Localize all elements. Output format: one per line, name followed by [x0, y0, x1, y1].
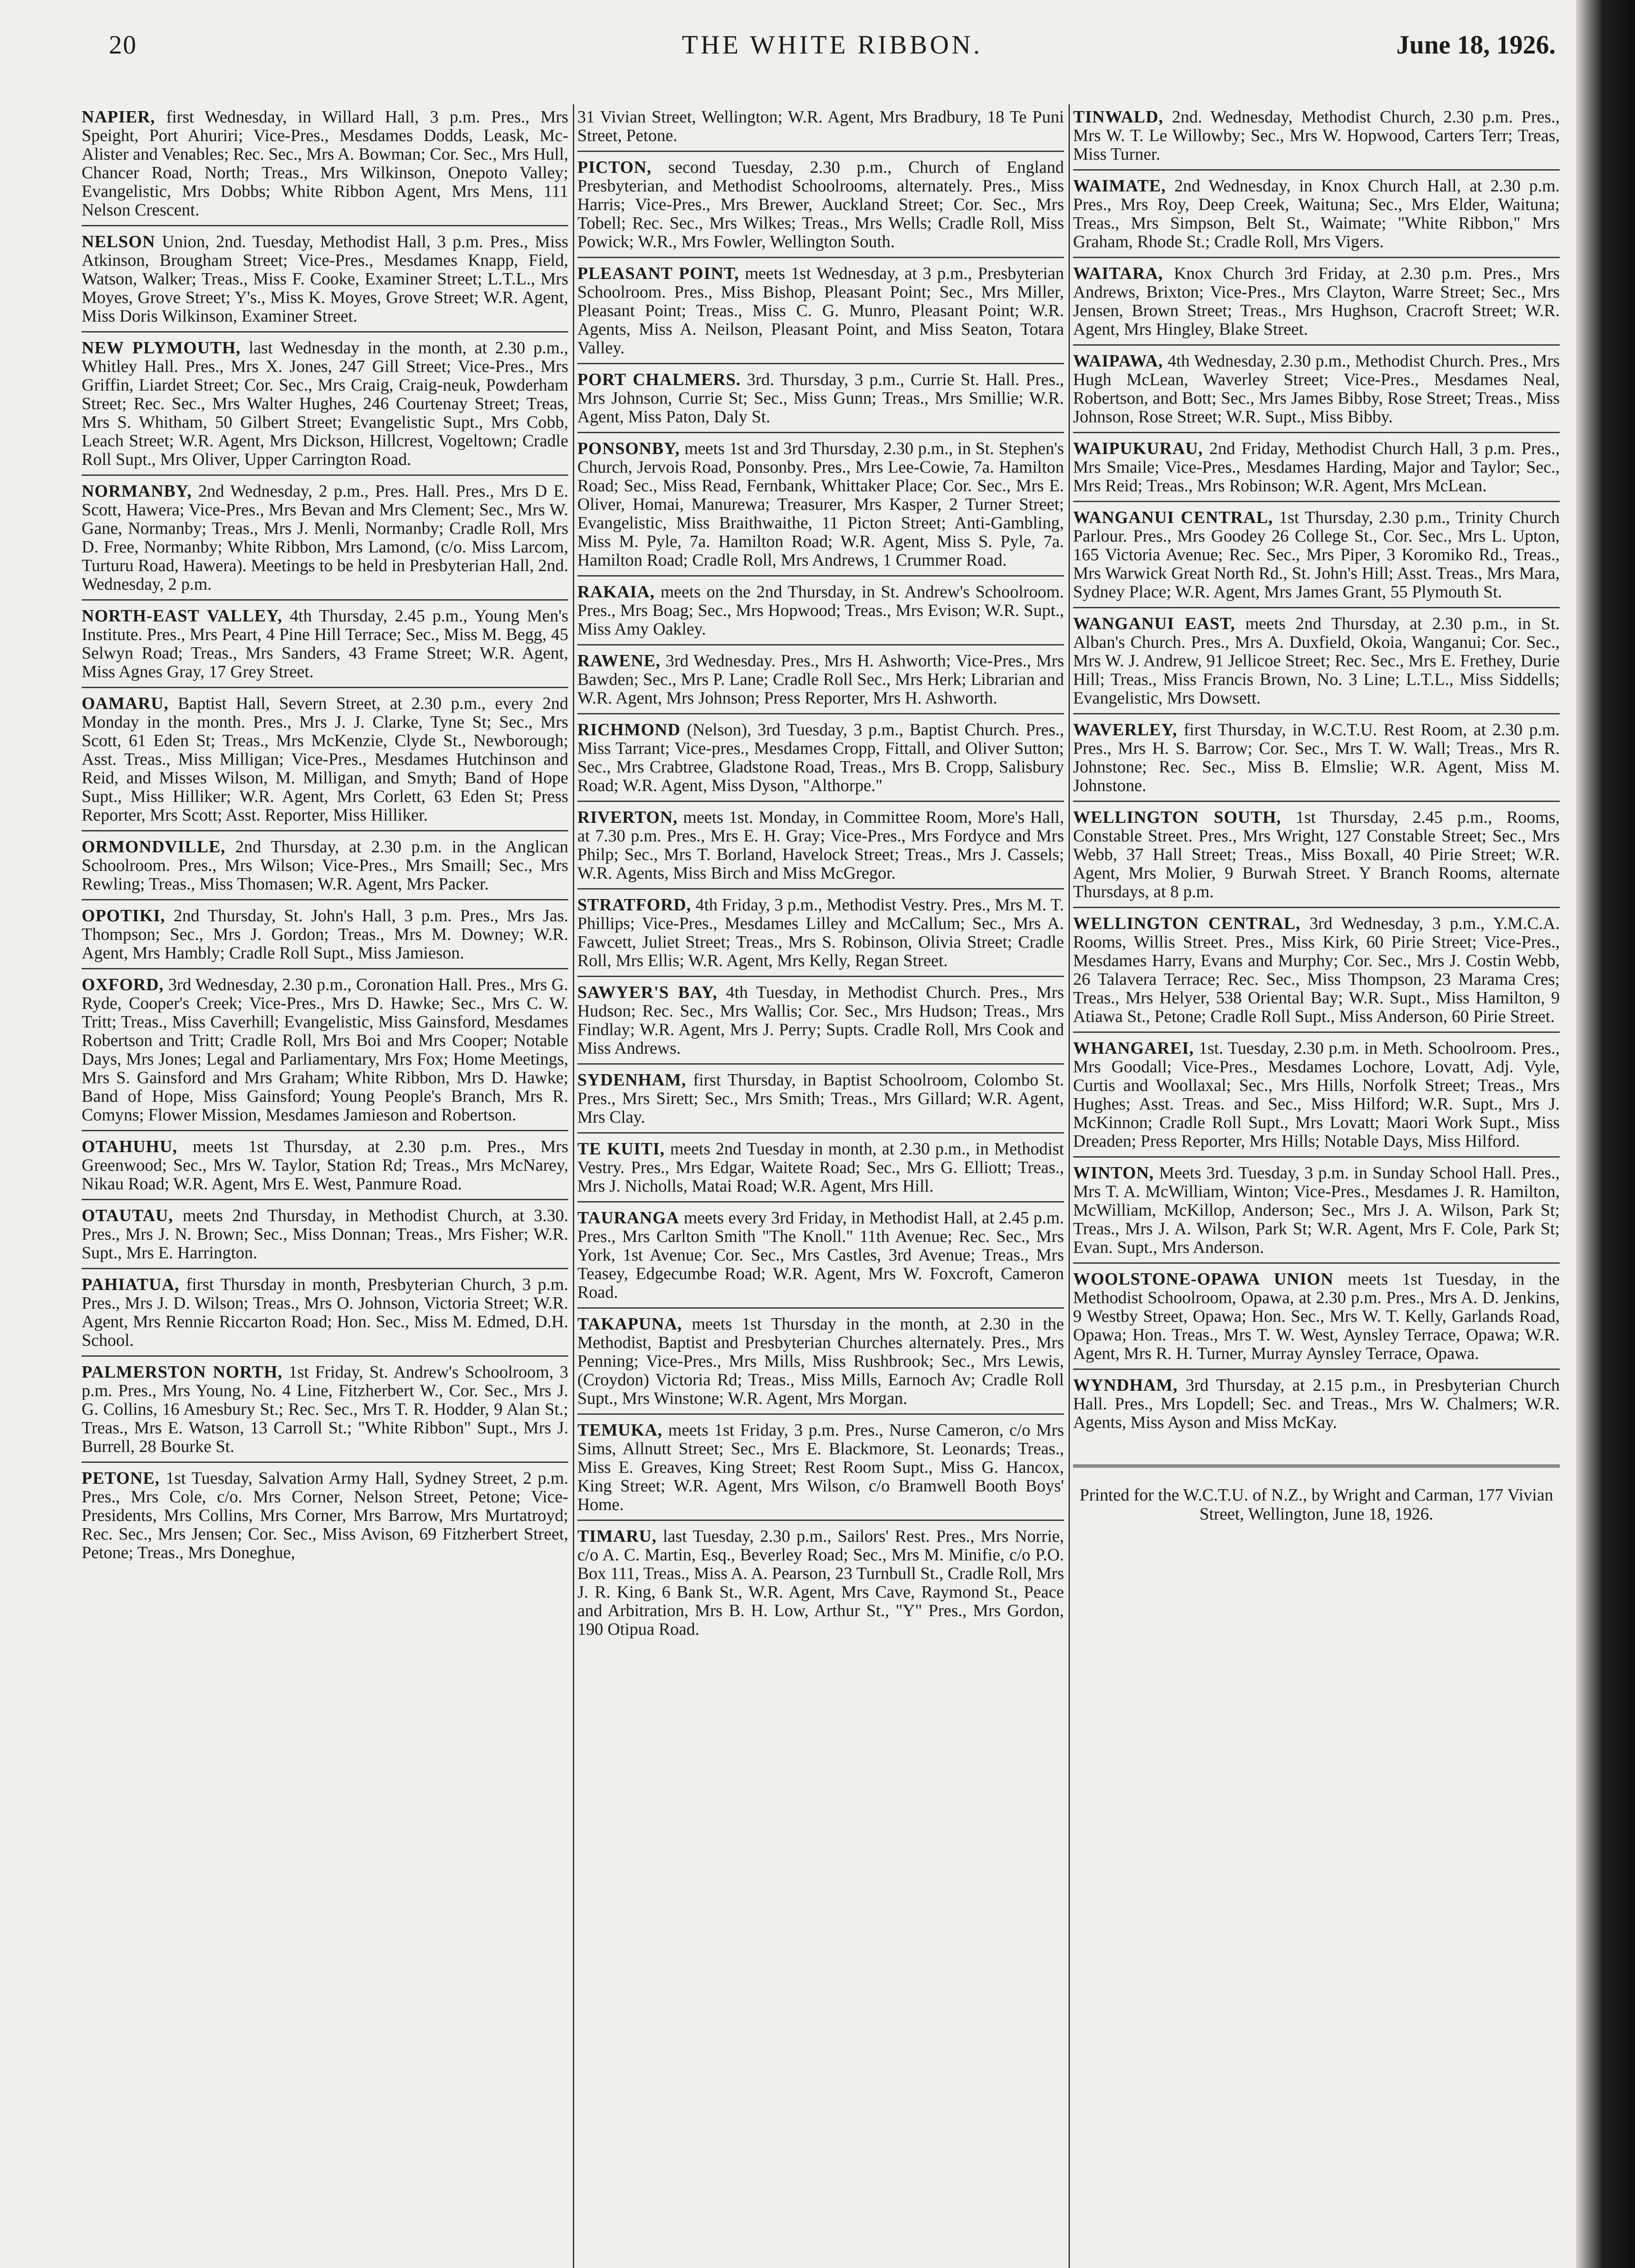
branch-entry	[1073, 1036, 1560, 1158]
branch-name: PALMERSTON NORTH,	[82, 1363, 283, 1382]
branch-details: first Thursday in month, Presbyterian Church, 3 p.m. Pres., Mrs J. D. Wilson; Treas., Mrs O. Johnson, Victoria Street; W.R. Agent, Mrs Rennie Riccarton Road; Hon. Sec., Miss M. Edmed, D.H. School.	[82, 1275, 568, 1350]
branch-name: WOOLSTONE-OPAWA UNION	[1073, 1270, 1334, 1289]
page-number: 20	[109, 30, 137, 59]
branch-entry	[82, 603, 568, 688]
branch-name: PAHIATUA,	[82, 1275, 180, 1294]
branch-entry	[82, 972, 568, 1131]
page-header	[109, 25, 1556, 75]
branch-details: second Tuesday, 2.30 p.m., Church of England Presbyterian, and Methodist Schoolrooms, alternately. Pres., Miss Harris; Vice-Pres., Mrs Brewer, Auckland Street; Cor. Sec., Mrs Tobell; Rec. Sec., Mrs Wilkes; Treas., Mrs Wells; Cradle Roll, Miss Powick; W.R., Mrs Fowler, Wellington South.	[577, 158, 1064, 251]
branch-details: 3rd Wednesday. Pres., Mrs H. Ashworth; Vice-Pres., Mrs Bawden; Sec., Mrs P. Lane; Cradle Roll Sec., Mrs Herk; Librarian and W.R. Agent, Mrs Johnson; Press Reporter, Mrs H. Ashworth.	[577, 651, 1064, 708]
branch-entry	[82, 229, 568, 332]
branch-name: OPOTIKI,	[82, 906, 166, 925]
branch-name: OXFORD,	[82, 975, 164, 994]
branch-name: ORMONDVILLE,	[82, 837, 226, 856]
branch-entry	[82, 335, 568, 476]
branch-entry	[82, 903, 568, 969]
branch-details: 1st Tuesday, Salvation Army Hall, Sydney Street, 2 p.m. Pres., Mrs Cole, c/o. Mrs Corner, Nelson Street, Petone; Vice-Presidents, Mrs Collins, Mrs Corner, Mrs Barrow, Mrs Murtatroyd; Rec. Sec., Mrs Jensen; Cor. Sec., Miss Avison, 69 Fitzherbert Street, Petone; Treas., Mrs Doneghue,	[82, 1469, 568, 1562]
branch-name: WANGANUI CENTRAL,	[1073, 508, 1273, 527]
branch-entry	[82, 1203, 568, 1269]
branch-name: WYNDHAM,	[1073, 1376, 1178, 1395]
branch-details: meets 1st and 3rd Thursday, 2.30 p.m., in St. Stephen's Church, Jervois Road, Ponsonby. Pres., Mrs Lee-Cowie, 7a. Hamilton Road; Sec., Miss Read, Fernbank, Whittaker Place; Cor. Sec., Mrs E. Oliver, Homai, Manurewa; Treasurer, Mrs Kasper, 2 Turner Street; Evangelistic, Miss Braithwaithe, 11 Picton Street; Anti-Gambling, Miss M. Pyle, 7a. Hamilton Road; W.R. Agent, Miss S. Pyle, 7a. Hamilton Road; Cradle Roll, Mrs Andrews, 1 Crummer Road.	[577, 439, 1064, 570]
branch-name: TEMUKA,	[577, 1421, 663, 1440]
branch-details: Meets 3rd. Tuesday, 3 p.m. in Sunday School Hall. Pres., Mrs T. A. McWilliam, Winton; Vice-Pres., Mesdames J. R. Hamilton, McWilliam, McKillop, Anderson; Sec., Mrs J. A. Wilson, Park St; Treas., Mrs J. A. Wilson, Park St; W.R. Agent, Mrs F. Cole, Park St; Evan. Supt., Mrs Anderson.	[1073, 1163, 1560, 1257]
branch-details: 3rd Wednesday, 3 p.m., Y.M.C.A. Rooms, Willis Street. Pres., Miss Kirk, 60 Pirie Street; Vice-Pres., Mesdames Harry, Evans and Murphy; Cor. Sec., Mrs J. Costin Webb, 26 Talavera Terrace; Rec. Sec., Miss Thompson, 23 Marama Cres; Treas., Mrs Helyer, 538 Oriental Bay; W.R. Supt., Miss Hamilton, 9 Atiawa St., Petone; Cradle Roll Supt., Miss Anderson, 60 Pirie Street.	[1073, 914, 1560, 1026]
branch-details: meets 1st Wednesday, at 3 p.m., Presbyterian Schoolroom. Pres., Miss Bishop, Pleasant Point; Sec., Mrs Miller, Pleasant Point; Treas., Miss C. G. Munro, Pleasant Point; W.R. Agents, Miss A. Neilson, Pleasant Point, and Miss Seaton, Totara Valley.	[577, 264, 1064, 357]
branch-name: TAKAPUNA,	[577, 1315, 683, 1334]
branch-details: meets every 3rd Friday, in Methodist Hall, at 2.45 p.m. Pres., Mrs Carlton Smith "The Knoll." 11th Avenue; Rec. Sec., Mrs York, 1st Avenue; Cor. Sec., Mrs Castles, 3rd Avenue; Treas., Mrs Teasey, Edgecumbe Road; W.R. Agent, Mrs W. Foxcroft, Cameron Road.	[577, 1208, 1064, 1302]
branch-entry	[1073, 1266, 1560, 1370]
branch-name: OAMARU,	[82, 694, 169, 713]
branch-name: NELSON	[82, 232, 156, 251]
branch-details: last Wednesday in the month, at 2.30 p.m., Whitley Hall. Pres., Mrs X. Jones, 247 Gill Street; Vice-Pres., Mrs Griffin, Liardet Street; Cor. Sec., Mrs Craig, Craig-neuk, Powderham Street; Rec. Sec., Mrs Walter Hughes, 246 Courtenay Street; Treas, Mrs S. Whitham, 50 Gilbert Street; Evangelistic Supt., Mrs Cobb, Leach Street; W.R. Agent, Mrs Dickson, Hillcrest, Vogeltown; Cradle Roll Supt., Mrs Oliver, Upper Carrington Road.	[82, 338, 568, 469]
branch-entry	[1073, 505, 1560, 608]
branch-name: PORT CHALMERS.	[577, 370, 741, 389]
branch-entry	[577, 1067, 1064, 1134]
branch-name: NORTH-EAST VALLEY,	[82, 606, 283, 626]
branch-entry	[577, 980, 1064, 1065]
branch-details: 3rd. Thursday, 3 p.m., Currie St. Hall. Pres., Mrs Johnson, Currie St; Sec., Miss Gunn; Treas., Mrs Smillie; W.R. Agent, Miss Paton, Daly St.	[577, 370, 1064, 426]
branch-details: meets 2nd Thursday, in Methodist Church, at 3.30. Pres., Mrs J. N. Brown; Sec., Miss Donnan; Treas., Mrs Fisher; W.R. Supt., Mrs E. Harrington.	[82, 1206, 568, 1262]
branch-details: 2nd Wednesday, 2 p.m., Pres. Hall. Pres., Mrs D E. Scott, Hawera; Vice-Pres., Mrs Bevan and Mrs Clement; Sec., Mrs W. Gane, Normanby; Treas., Mrs J. Menli, Normanby; Cradle Roll, Mrs D. Free, Normanby; White Ribbon, Mrs Lamond, (c/o. Miss Larcom, Turturu Road, Hawera). Meetings to be held in Presbyterian Hall, 2nd. Wednesday, 2 p.m.	[82, 482, 568, 594]
branch-entry	[577, 648, 1064, 714]
branch-name: TAURANGA	[577, 1208, 679, 1227]
branch-entry	[577, 717, 1064, 802]
branch-details: 1st. Tuesday, 2.30 p.m. in Meth. Schoolroom. Pres., Mrs Goodall; Vice-Pres., Mesdames Lochore, Lovatt, Adj. Vyle, Curtis and Woollaxal; Sec., Mrs Hills, Norfolk Street; Treas., Mrs Hughes; Asst. Treas. and Sec., Miss Hilford; W.R. Supt., Mrs J. McKinnon; Cradle Roll Supt., Mrs Lovatt; Maori Work Supt., Miss Dreaden; Press Reporter, Mrs Hills; Notable Days, Miss Hilford.	[1073, 1039, 1560, 1151]
branch-entry	[1073, 261, 1560, 346]
column-1	[82, 104, 568, 2268]
branch-entry	[82, 1359, 568, 1463]
branch-name: WAVERLEY,	[1073, 720, 1177, 739]
branch-details: meets 1st Thursday in the month, at 2.30 in the Methodist, Baptist and Presbyterian Churches alternately. Pres., Mrs Penning; Vice-Pres., Mrs Mills, Miss Rushbrook; Sec., Mrs Lewis, (Croydon) Victoria Rd; Treas., Miss Mills, Earnoch Av; Cradle Roll Supt., Mrs Winstone; W.R. Agent, Mrs Morgan.	[577, 1315, 1064, 1408]
column-3-entries	[1073, 104, 1560, 1437]
branch-name: NAPIER,	[82, 108, 156, 127]
branch-details: first Wednesday, in Willard Hall, 3 p.m. Pres., Mrs Speight, Port Ahuriri; Vice-Pres., Mesdames Dodds, Leask, Mc-Alister and Venables; Rec. Sec., Mrs A. Bowman; Cor. Sec., Mrs Hull, Chancer Road, North; Treas., Mrs Wilkinson, Onepoto Valley; Evangelistic, Mrs Dobbs; White Ribbon Agent, Mrs Mens, 111 Nelson Crescent.	[82, 108, 568, 220]
branch-name: WAIPAWA,	[1073, 352, 1163, 371]
branch-details: meets 1st Tuesday, in the Methodist Schoolroom, Opawa, at 2.30 p.m. Pres., Mrs A. D. Jenkins, 9 Westby Street, Opawa; Hon. Sec., Mrs W. T. Kelly, Garlands Road, Opawa; Hon. Treas., Mrs T. W. West, Aynsley Terrace, Opawa; W.R. Agent, Mrs R. H. Turner, Murray Aynsley Terrace, Opawa.	[1073, 1270, 1560, 1363]
branch-details: Knox Church 3rd Friday, at 2.30 p.m. Pres., Mrs Andrews, Brixton; Vice-Pres., Mrs Clayton, Warre Street; Sec., Mrs Jensen, Brown Street; Treas., Mrs Hughson, Cracroft Street; W.R. Agent, Mrs Hingley, Blake Street.	[1073, 264, 1560, 339]
branch-name: RAWENE,	[577, 651, 661, 670]
branch-entry	[1073, 1160, 1560, 1264]
branch-directory	[82, 104, 1560, 2268]
branch-name: WAITARA,	[1073, 264, 1163, 283]
branch-details: meets 1st Friday, 3 p.m. Pres., Nurse Cameron, c/o Mrs Sims, Allnutt Street; Sec., Mrs E. Blackmore, St. Leonards; Treas., Miss E. Greaves, King Street; Rest Room Supt., Miss G. Hancox, King Street; W.R. Agent, Mrs Wilson, c/o Bramwell Booth Boys' Home.	[577, 1421, 1064, 1514]
branch-details: 31 Vivian Street, Wellington; W.R. Agent, Mrs Bradbury, 18 Te Puni Street, Petone.	[577, 108, 1064, 145]
branch-entry	[1073, 611, 1560, 714]
branch-entry	[82, 834, 568, 900]
branch-details: last Tuesday, 2.30 p.m., Sailors' Rest. Pres., Mrs Norrie, c/o A. C. Martin, Esq., Beverley Road; Sec., Mrs M. Minifie, c/o P.O. Box 111, Treas., Miss A. A. Pearson, 23 Turnbull St., Cradle Roll, Mrs J. R. King, 6 Bank St., W.R. Agent, Mrs Cave, Raymond St., Peace and Arbitration, Mrs B. H. Low, Arthur St., "Y" Pres., Mrs Gordon, 190 Otipua Road.	[577, 1527, 1064, 1639]
branch-name: WHANGAREI,	[1073, 1039, 1194, 1058]
branch-entry	[1073, 173, 1560, 258]
branch-entry	[577, 892, 1064, 977]
branch-entry	[577, 1205, 1064, 1309]
column-3	[1073, 104, 1560, 2268]
branch-name: RIVERTON,	[577, 808, 678, 827]
branch-details: 3rd Wednesday, 2.30 p.m., Coronation Hall. Pres., Mrs G. Ryde, Cooper's Creek; Vice-Pres., Mrs D. Hawke; Sec., Mrs C. W. Tritt; Treas., Miss Caverhill; Evangelistic, Miss Gainsford, Mesdames Robertson and Tritt; Cradle Roll, Mrs Boi and Mrs Cooper; Notable Days, Mrs Jones; Legal and Parliamentary, Mrs Fox; Home Meetings, Mrs S. Gainsford and Mrs Graham; White Ribbon, Mrs D. Hawke; Band of Hope, Miss Gainsford; Young People's Branch, Mrs R. Comyns; Flower Mission, Mesdames Jamieson and Robertson.	[82, 975, 568, 1124]
branch-details: (Nelson), 3rd Tuesday, 3 p.m., Baptist Church. Pres., Miss Tarrant; Vice-pres., Mesdames Cropp, Fittall, and Oliver Sutton; Sec., Mrs Crabtree, Gladstone Road, Treas., Mrs B. Cropp, Salisbury Road; W.R. Agent, Miss Dyson, "Althorpe."	[577, 720, 1064, 795]
branch-name: WAIPUKURAU,	[1073, 439, 1203, 458]
branch-details: 3rd Thursday, at 2.15 p.m., in Presbyterian Church Hall. Pres., Mrs Lopdell; Sec. and Treas., Mrs W. Chalmers; W.R. Agents, Miss Ayson and Miss McKay.	[1073, 1376, 1560, 1432]
issue-date: June 18, 1926.	[1396, 30, 1556, 59]
branch-details: meets 2nd Thursday, at 2.30 p.m., in St. Alban's Church. Pres., Mrs A. Duxfield, Okoia, Wanganui; Cor. Sec., Mrs W. J. Andrew, 91 Jellicoe Street; Rec. Sec., Mrs E. Frethey, Durie Hill; Treas., Miss Francis Brown, No. 3 Line; L.T.L., Miss Siddells; Evangelistic, Mrs Dowsett.	[1073, 614, 1560, 708]
branch-entry	[577, 1418, 1064, 1521]
branch-name: PETONE,	[82, 1469, 160, 1488]
branch-entry	[1073, 805, 1560, 908]
branch-details: meets 2nd Tuesday in month, at 2.30 p.m., in Methodist Vestry. Pres., Mrs Edgar, Waitete Road; Sec., Mrs G. Elliott; Treas., Mrs J. Nicholls, Matai Road; W.R. Agent, Mrs Hill.	[577, 1139, 1064, 1196]
journal-title: THE WHITE RIBBON.	[682, 30, 983, 59]
branch-details: 2nd Thursday, St. John's Hall, 3 p.m. Pres., Mrs Jas. Thompson; Sec., Mrs J. Gordon; Treas., Mrs M. Downey; W.R. Agent, Mrs Hambly; Cradle Roll Supt., Miss Jamieson.	[82, 906, 568, 963]
branch-name: STRATFORD,	[577, 895, 692, 914]
branch-details: first Thursday, in Baptist Schoolroom, Colombo St. Pres., Mrs Sirett; Sec., Mrs Smith; Treas., Mrs Gillard; W.R. Agent, Mrs Clay.	[577, 1070, 1064, 1127]
branch-details: 4th Thursday, 2.45 p.m., Young Men's Institute. Pres., Mrs Peart, 4 Pine Hill Terrace; Sec., Miss M. Begg, 45 Selwyn Road; Treas., Mrs Sanders, 43 Frame Street; W.R. Agent, Miss Agnes Gray, 17 Grey Street.	[82, 606, 568, 681]
branch-entry	[82, 1272, 568, 1357]
branch-name: NORMANBY,	[82, 482, 192, 501]
branch-name: WELLINGTON CENTRAL,	[1073, 914, 1301, 933]
branch-entry	[577, 1311, 1064, 1415]
branch-entry	[82, 104, 568, 226]
branch-details: 4th Friday, 3 p.m., Methodist Vestry. Pres., Mrs M. T. Phillips; Vice-Pres., Mesdames Lilley and McCallum; Sec., Mrs A. Fawcett, Juliet Street; Treas., Mrs S. Robinson, Olivia Street; Cradle Roll, Mrs Ellis; W.R. Agent, Mrs Kelly, Regan Street.	[577, 895, 1064, 970]
branch-entry	[1073, 1373, 1560, 1437]
branch-entry	[82, 1134, 568, 1200]
branch-entry	[1073, 348, 1560, 433]
branch-name: PONSONBY,	[577, 439, 680, 458]
branch-details: 2nd Friday, Methodist Church Hall, 3 p.m. Pres., Mrs Smaile; Vice-Pres., Mesdames Harding, Major and Taylor; Sec., Mrs Reid; Treas., Mrs Robinson; W.R. Agent, Mrs McLean.	[1073, 439, 1560, 495]
branch-name: WINTON,	[1073, 1163, 1154, 1183]
branch-entry	[1073, 436, 1560, 502]
branch-details: Union, 2nd. Tuesday, Methodist Hall, 3 p.m. Pres., Miss Atkinson, Brougham Street; Vice-Pres., Mesdames Knapp, Field, Watson, Walker; Treas., Miss F. Cooke, Examiner Street; L.T.L., Mrs Moyes, Grove Street; Y's., Miss K. Moyes, Grove Street; W.R. Agent, Miss Doris Wilkinson, Examiner Street.	[82, 232, 568, 326]
branch-entry	[577, 436, 1064, 577]
branch-details: 4th Wednesday, 2.30 p.m., Methodist Church. Pres., Mrs Hugh McLean, Waverley Street; Vice-Pres., Mesdames Neal, Robertson, and Bott; Sec., Mrs James Bibby, Rose Street; Treas., Miss Johnson, Rose Street; W.R. Supt., Miss Bibby.	[1073, 352, 1560, 426]
column-2	[577, 104, 1064, 2268]
branch-entry	[577, 367, 1064, 433]
branch-entry	[82, 691, 568, 831]
branch-entry	[577, 1136, 1064, 1202]
branch-details: 1st Thursday, 2.45 p.m., Rooms, Constable Street. Pres., Mrs Wright, 127 Constable Street; Sec., Mrs Webb, 37 Hall Street; Treas., Miss Boxall, 40 Pirie Street; W.R. Agent, Mrs Molier, 9 Burwah Street. Y Branch Rooms, alternate Thursdays, at 8 p.m.	[1073, 808, 1560, 901]
branch-name: SAWYER'S BAY,	[577, 983, 717, 1002]
scan-binding-shadow	[1576, 0, 1635, 2268]
branch-details: 2nd Wednesday, in Knox Church Hall, at 2.30 p.m. Pres., Mrs Roy, Deep Creek, Waituna; Sec., Mrs Elder, Waituna; Treas., Mrs Simpson, Belt St., Waimate; "White Ribbon," Mrs Graham, Rhode St.; Cradle Roll, Mrs Vigers.	[1073, 176, 1560, 251]
branch-details: 4th Tuesday, in Methodist Church. Pres., Mrs Hudson; Rec. Sec., Mrs Wallis; Cor. Sec., Mrs Hudson; Treas., Mrs Findlay; W.R. Agent, Mrs J. Perry; Supts. Cradle Roll, Mrs Cook and Miss Andrews.	[577, 983, 1064, 1058]
branch-name: NEW PLYMOUTH,	[82, 338, 241, 357]
branch-name: OTAUTAU,	[82, 1206, 173, 1225]
printer-imprint: Printed for the W.C.T.U. of N.Z., by Wright and Carman, 177 Vivian Street, Wellington, June 18, 1926.	[1073, 1465, 1560, 1524]
branch-details: 2nd Thursday, at 2.30 p.m. in the Anglican Schoolroom. Pres., Mrs Wilson; Vice-Pres., Mrs Smaill; Sec., Mrs Rewling; Treas., Miss Thomasen; W.R. Agent, Mrs Packer.	[82, 837, 568, 894]
branch-name: PICTON,	[577, 158, 652, 177]
branch-name: OTAHUHU,	[82, 1137, 178, 1156]
branch-name: TIMARU,	[577, 1527, 657, 1546]
branch-details: Baptist Hall, Severn Street, at 2.30 p.m., every 2nd Monday in the month. Pres., Mrs J. J. Clarke, Tyne St; Sec., Mrs Scott, 61 Eden St; Treas., Mrs McKenzie, Clyde St., Newborough; Asst. Treas., Miss Milligan; Vice-Pres., Mesdames Hutchinson and Reid, and Misses Wilson, M. Milligan, and Smyth; Band of Hope Supt., Miss Hilliker; W.R. Agent, Mrs Corlett, 63 Eden St; Press Reporter, Mrs Scott; Asst. Reporter, Miss Hilliker.	[82, 694, 568, 825]
branch-name: SYDENHAM,	[577, 1070, 687, 1090]
branch-entry	[577, 104, 1064, 152]
branch-details: 2nd. Wednesday, Methodist Church, 2.30 p.m. Pres., Mrs W. T. Le Willowby; Sec., Mrs W. Hopwood, Carters Terr; Treas, Miss Turner.	[1073, 108, 1560, 164]
branch-details: first Thursday, in W.C.T.U. Rest Room, at 2.30 p.m. Pres., Mrs H. S. Barrow; Cor. Sec., Mrs T. W. Wall; Treas., Mrs R. Johnstone; Rec. Sec., Miss B. Elmslie; W.R. Agent, Miss M. Johnstone.	[1073, 720, 1560, 795]
branch-name: TINWALD,	[1073, 108, 1164, 127]
branch-entry	[1073, 104, 1560, 171]
branch-details: meets on the 2nd Thursday, in St. Andrew's Schoolroom. Pres., Mrs Boag; Sec., Mrs Hopwood; Treas., Mrs Evison; W.R. Supt., Miss Amy Oakley.	[577, 582, 1064, 639]
branch-entry	[577, 579, 1064, 645]
branch-entry	[1073, 717, 1560, 802]
branch-name: RAKAIA,	[577, 582, 655, 601]
branch-entry	[577, 261, 1064, 364]
branch-entry	[82, 1466, 568, 1568]
branch-name: WELLINGTON SOUTH,	[1073, 808, 1281, 827]
branch-details: meets 1st Thursday, at 2.30 p.m. Pres., Mrs Greenwood; Sec., Mrs W. Taylor, Station Rd; Treas., Mrs McNarey, Nikau Road; W.R. Agent, Mrs E. West, Panmure Road.	[82, 1137, 568, 1193]
branch-name: WANGANUI EAST,	[1073, 614, 1235, 633]
branch-entry	[577, 805, 1064, 890]
branch-name: WAIMATE,	[1073, 176, 1166, 196]
branch-entry	[577, 155, 1064, 258]
branch-details: 1st Friday, St. Andrew's Schoolroom, 3 p.m. Pres., Mrs Young, No. 4 Line, Fitzherbert W., Cor. Sec., Mrs J. G. Collins, 16 Amesbury St.; Rec. Sec., Mrs T. R. Hodder, 9 Alan St.; Treas., Mrs E. Watson, 13 Carroll St.; "White Ribbon" Supt., Mrs J. Burrell, 28 Bourke St.	[82, 1363, 568, 1456]
branch-entry	[82, 479, 568, 601]
branch-name: PLEASANT POINT,	[577, 264, 739, 283]
branch-entry	[1073, 911, 1560, 1033]
branch-details: 1st Thursday, 2.30 p.m., Trinity Church Parlour. Pres., Mrs Goodey 26 College St., Cor. Sec., Mrs L. Upton, 165 Victoria Avenue; Rec. Sec., Mrs Piper, 3 Koromiko Rd., Treas., Mrs Warwick Great North Rd., St. John's Hill; Asst. Treas., Mrs Mara, Sydney Place; W.R. Agent, Mrs James Grant, 55 Plymouth St.	[1073, 508, 1560, 601]
branch-name: TE KUITI,	[577, 1139, 665, 1158]
branch-details: meets 1st. Monday, in Committee Room, More's Hall, at 7.30 p.m. Pres., Mrs E. H. Gray; Vice-Pres., Mrs Fordyce and Mrs Philp; Sec., Mrs T. Borland, Havelock Street; Treas., Mrs J. Cassels; W.R. Agents, Miss Birch and Miss McGregor.	[577, 808, 1064, 883]
branch-entry	[577, 1524, 1064, 1644]
branch-name: RICHMOND	[577, 720, 681, 739]
